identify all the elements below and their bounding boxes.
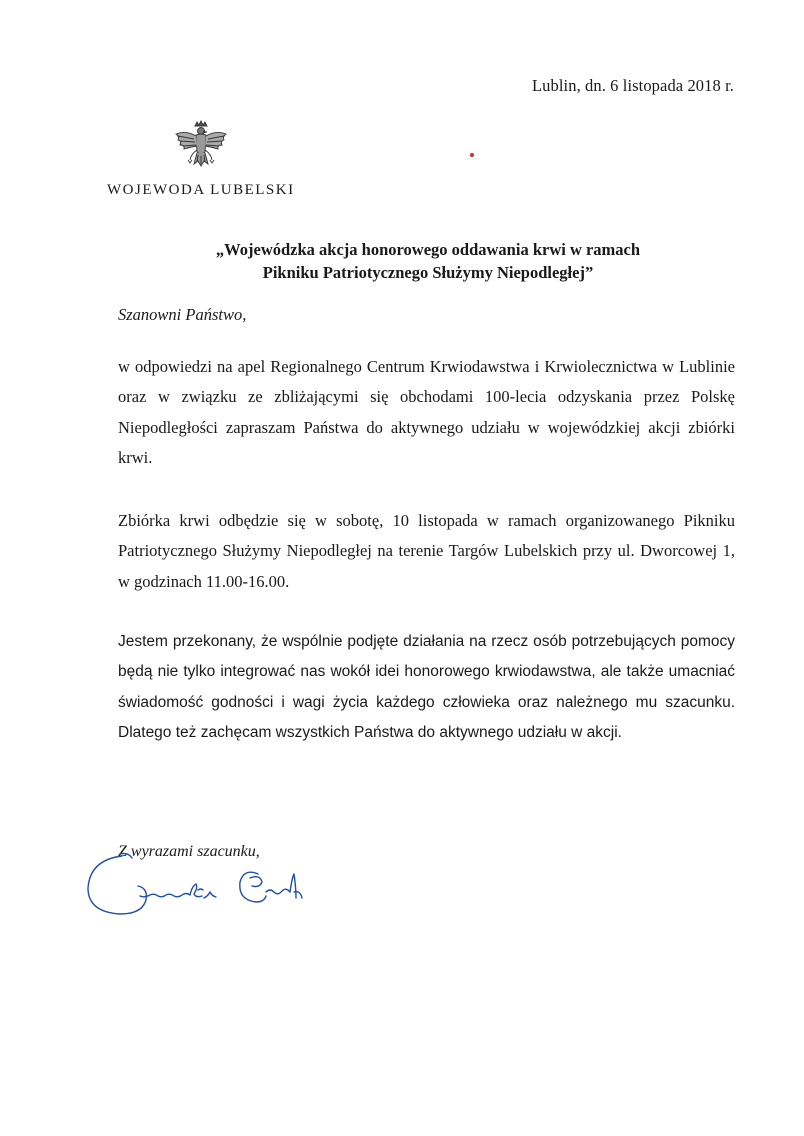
paragraph: Jestem przekonany, że wspólnie podjęte działania na rzecz osób potrzebujących pomocy będą nie tylko integrować nas wokół idei honorowego krwiodawstwa, ale także umacniać świadomość godności i wagi życia każdego człowieka oraz należnego mu szacunku. Dlatego też zachęcam wszystkich Państwa do aktywnego udziału w akcji. [118,633,735,742]
issuer-name: WOJEWODA LUBELSKI [107,182,295,198]
salutation: Szanowni Państwo, [118,305,247,324]
letter-title [118,238,738,284]
handwritten-signature-icon [80,848,340,928]
title-line-1: „Wojewódzka akcja honorowego oddawania krwi w ramach [215,240,641,259]
date-line: Lublin, dn. 6 listopada 2018 r. [531,76,734,95]
paragraph: Zbiórka krwi odbędzie się w sobotę, 10 listopada w ramach organizowanego Pikniku Patriotycznego Służymy Niepodległej na terenie Targów Lubelskich przy ul. Dworcowej 1, w godzinach 11.00-16.00. [118,511,735,591]
title-line-2: Pikniku Patriotycznego Służymy Niepodległej” [262,263,594,282]
paragraph: w odpowiedzi na apel Regionalnego Centrum Krwiodawstwa i Krwiolecznictwa w Lublinie oraz w związku ze zbliżającymi się obchodami 100-lecia odzyskania przez Polskę Niepodległości zapraszam Państwa do aktywnego udziału w wojewódzkiej akcji zbiórki krwi. [118,357,735,468]
closing-line: Z wyrazami szacunku, [118,843,260,860]
red-mark [470,153,474,157]
polish-eagle-emblem-icon [170,120,232,182]
